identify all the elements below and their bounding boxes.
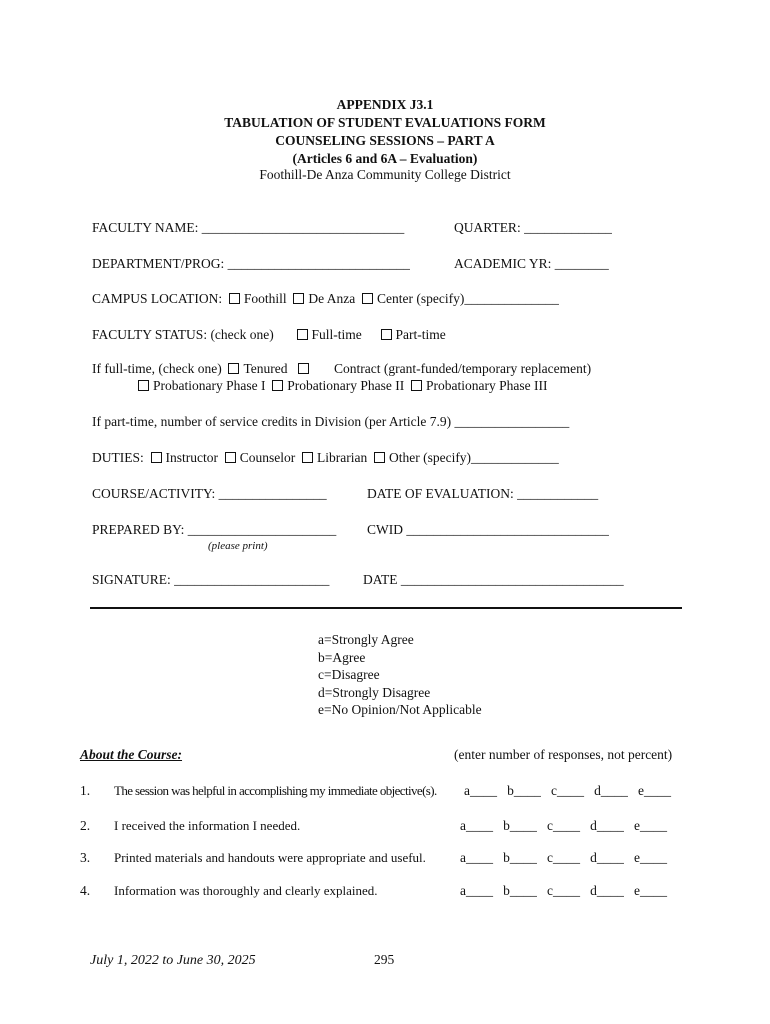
footer-date-range: July 1, 2022 to June 30, 2025: [90, 953, 256, 968]
phase-1-checkbox[interactable]: [138, 380, 149, 391]
academic-year-field[interactable]: ACADEMIC YR: ________: [454, 256, 609, 271]
form-title: TABULATION OF STUDENT EVALUATIONS FORM: [224, 115, 546, 130]
answer-b-field[interactable]: b____: [503, 883, 537, 898]
contract-label: Contract (grant-funded/temporary replacement): [333, 361, 592, 376]
question-number: 4.: [80, 883, 91, 898]
full-time-type-label: If full-time, (check one): [92, 361, 222, 376]
department-field[interactable]: DEPARTMENT/PROG: ___________________________: [92, 256, 410, 271]
probationary-row: [138, 378, 547, 394]
answer-c-field[interactable]: c____: [547, 850, 580, 865]
question-text: The session was helpful in accomplishing my immediate objective(s).: [114, 783, 437, 798]
answer-e-field[interactable]: e____: [634, 818, 667, 833]
answer-a-field[interactable]: a____: [460, 850, 493, 865]
phase-2-label: Probationary Phase II: [287, 378, 405, 393]
legend-item: b=Agree: [318, 649, 366, 665]
please-print-note: (please print): [208, 540, 268, 552]
section-instruction: (enter number of responses, not percent): [454, 747, 673, 762]
foothill-checkbox[interactable]: [229, 293, 240, 304]
campus-location-label: CAMPUS LOCATION:: [92, 291, 223, 306]
answer-b-field[interactable]: b____: [503, 818, 537, 833]
answer-blanks: [464, 783, 671, 799]
legend-item: d=Strongly Disagree: [318, 684, 431, 700]
counselor-checkbox[interactable]: [225, 452, 236, 463]
answer-blanks: [460, 850, 667, 866]
date-of-evaluation-field[interactable]: DATE OF EVALUATION: ____________: [367, 486, 599, 501]
legend-item: e=No Opinion/Not Applicable: [318, 702, 482, 717]
question-number: 1.: [80, 783, 91, 798]
duties-label: DUTIES:: [92, 450, 144, 465]
answer-e-field[interactable]: e____: [634, 850, 667, 865]
librarian-label: Librarian: [316, 450, 368, 465]
answer-blanks: [460, 818, 667, 834]
question-text: Information was thoroughly and clearly explained.: [114, 883, 378, 898]
answer-d-field[interactable]: d____: [594, 783, 628, 798]
answer-c-field[interactable]: c____: [551, 783, 584, 798]
articles-line: (Articles 6 and 6A – Evaluation): [292, 151, 478, 166]
answer-d-field[interactable]: d____: [590, 818, 624, 833]
counselor-label: Counselor: [239, 450, 296, 465]
full-time-checkbox[interactable]: [297, 329, 308, 340]
de-anza-label: De Anza: [308, 291, 356, 306]
answer-b-field[interactable]: b____: [507, 783, 541, 798]
faculty-status-label: FACULTY STATUS: (check one): [92, 327, 274, 342]
answer-b-field[interactable]: b____: [503, 850, 537, 865]
campus-location-row: [92, 291, 559, 307]
district-name: Foothill-De Anza Community College District: [259, 167, 511, 182]
signature-field[interactable]: SIGNATURE: _______________________: [92, 572, 330, 587]
answer-c-field[interactable]: c____: [547, 883, 580, 898]
librarian-checkbox[interactable]: [302, 452, 313, 463]
faculty-status-row: [92, 327, 446, 343]
answer-d-field[interactable]: d____: [590, 850, 624, 865]
form-subtitle: COUNSELING SESSIONS – PART A: [275, 133, 495, 148]
full-time-label: Full-time: [311, 327, 362, 342]
rating-legend: [318, 631, 482, 719]
answer-a-field[interactable]: a____: [460, 883, 493, 898]
course-activity-field[interactable]: COURSE/ACTIVITY: ________________: [92, 486, 327, 501]
answer-a-field[interactable]: a____: [464, 783, 497, 798]
tenured-label: Tenured: [243, 361, 288, 376]
answer-d-field[interactable]: d____: [590, 883, 624, 898]
question-text: I received the information I needed.: [114, 818, 301, 833]
instructor-label: Instructor: [165, 450, 218, 465]
answer-e-field[interactable]: e____: [638, 783, 671, 798]
section-title: About the Course:: [80, 747, 183, 762]
divider-line: [90, 607, 682, 609]
tenured-checkbox[interactable]: [228, 363, 239, 374]
answer-a-field[interactable]: a____: [460, 818, 493, 833]
question-text: Printed materials and handouts were appropriate and useful.: [114, 850, 426, 865]
prepared-by-field[interactable]: PREPARED BY: ______________________: [92, 522, 337, 537]
legend-item: a=Strongly Agree: [318, 632, 414, 647]
other-specify-field[interactable]: Other (specify)_____________: [388, 450, 559, 465]
quarter-field[interactable]: QUARTER: _____________: [454, 220, 612, 235]
instructor-checkbox[interactable]: [151, 452, 162, 463]
phase-2-checkbox[interactable]: [272, 380, 283, 391]
faculty-name-field[interactable]: FACULTY NAME: ______________________________: [92, 220, 405, 235]
part-time-label: Part-time: [395, 327, 446, 342]
answer-blanks: [460, 883, 667, 899]
contract-checkbox[interactable]: [298, 363, 309, 374]
part-time-credits-field[interactable]: If part-time, number of service credits in Division (per Article 7.9) _________________: [92, 414, 570, 429]
page-number: 295: [374, 952, 395, 967]
duties-row: [92, 450, 559, 466]
center-specify-field[interactable]: Center (specify)______________: [377, 291, 559, 306]
de-anza-checkbox[interactable]: [293, 293, 304, 304]
center-checkbox[interactable]: [362, 293, 373, 304]
full-time-type-row: [92, 361, 591, 377]
appendix-title: APPENDIX J3.1: [336, 97, 434, 112]
cwid-field[interactable]: CWID ______________________________: [367, 522, 609, 537]
phase-1-label: Probationary Phase I: [153, 378, 266, 393]
phase-3-checkbox[interactable]: [411, 380, 422, 391]
question-number: 3.: [80, 850, 91, 865]
answer-c-field[interactable]: c____: [547, 818, 580, 833]
part-time-checkbox[interactable]: [381, 329, 392, 340]
legend-item: c=Disagree: [318, 667, 380, 682]
phase-3-label: Probationary Phase III: [425, 378, 548, 393]
date-field[interactable]: DATE _________________________________: [363, 572, 624, 587]
answer-e-field[interactable]: e____: [634, 883, 667, 898]
question-number: 2.: [80, 818, 91, 833]
foothill-label: Foothill: [243, 291, 287, 306]
other-checkbox[interactable]: [374, 452, 385, 463]
